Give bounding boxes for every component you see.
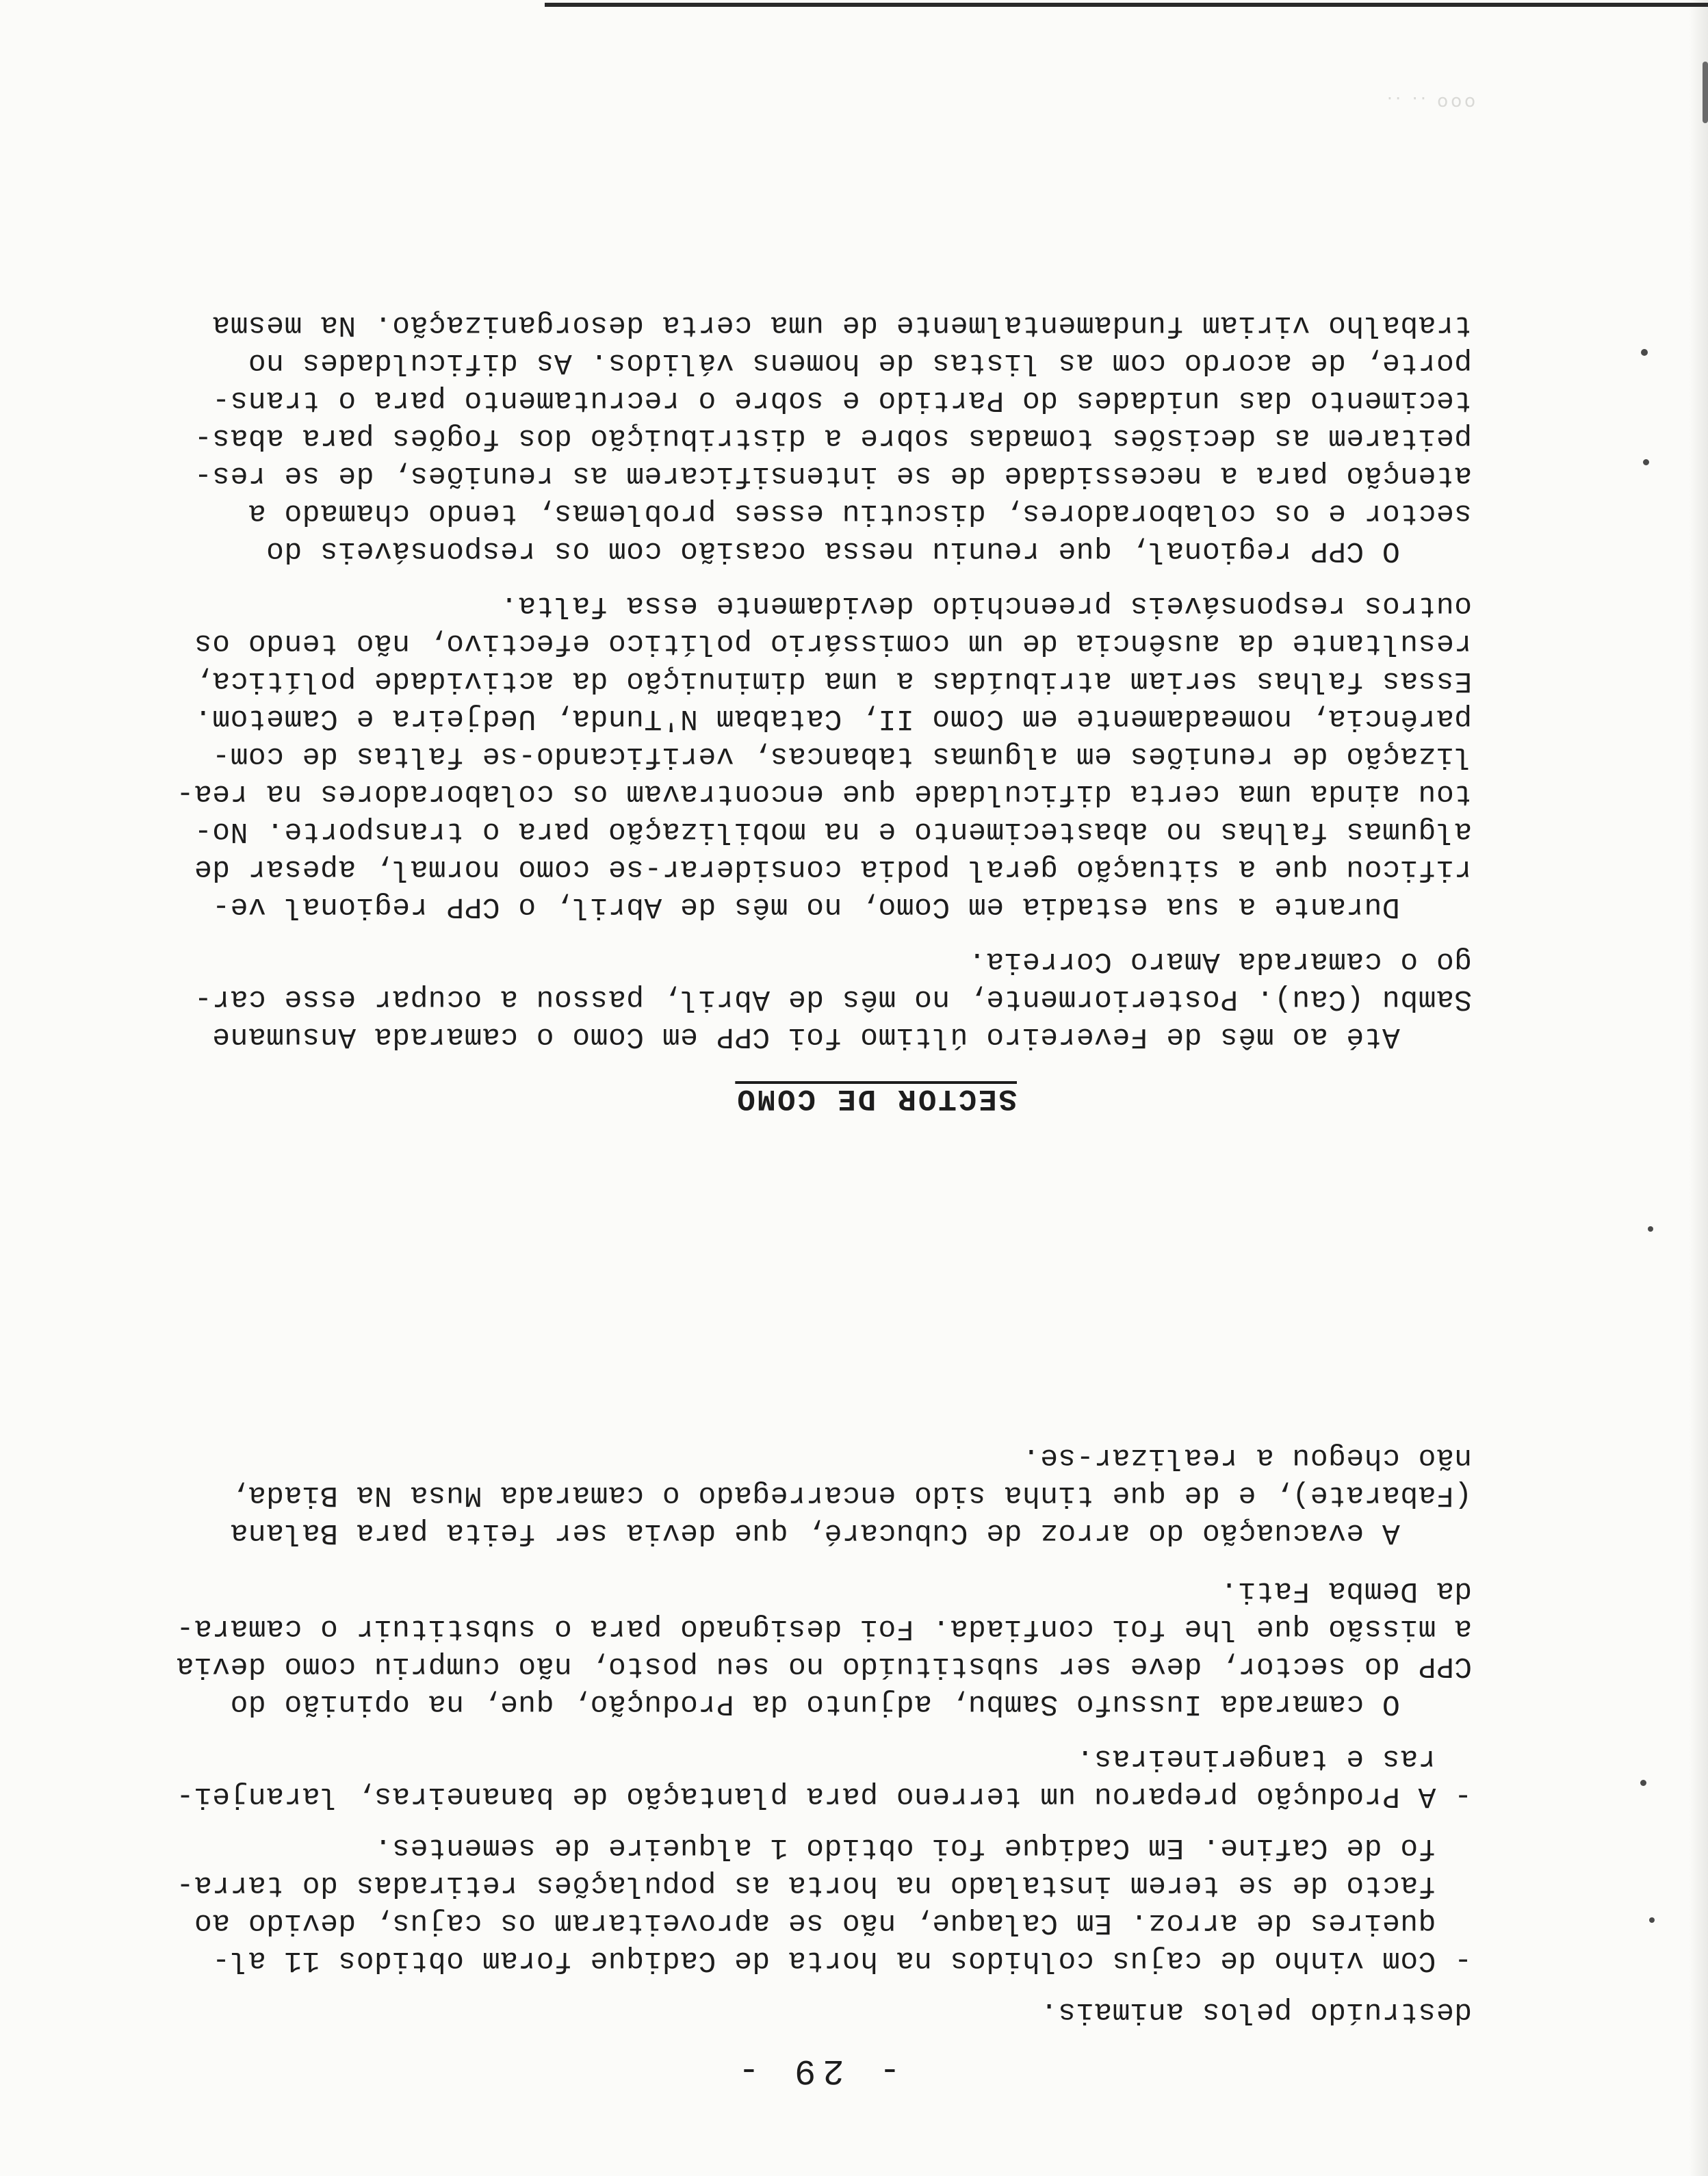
faint-stamp-text: ooo .. .. [1384, 92, 1475, 113]
margin-mark [1703, 62, 1708, 123]
text-line: Durante a sua estadia em Como, no mês de Abril, o CPP regional ve- [211, 890, 1472, 924]
text-line: fo de Cafine. Em Cadique foi obtido 1 alqueire de sementes. [374, 1831, 1472, 1865]
page-number: - 29 - [731, 2050, 901, 2090]
text-line: não chegou a realizar-se. [1022, 1441, 1472, 1475]
page-left-edge-shadow [1689, 0, 1708, 2176]
text-line: O CPP regional, que reuniu nessa ocasião com os responsáveis do [266, 534, 1472, 568]
text-line: facto de se terem instalado na horta as populações retiradas do tarra- [176, 1869, 1472, 1902]
text-line: trabalho viriam fundamentalmente de uma certa desorganização. Na mesma [211, 309, 1472, 342]
text-line: - Com vinho de cajus colhidos na horta de Cadique foram obtidos 11 al- [211, 1944, 1472, 1978]
text-line: algumas falhas no abastecimento e na mobilização para o transporte. No- [194, 815, 1472, 849]
text-line: Sambu (Cau). Posteriormente, no mês de Abril, passou a ocupar esse car- [194, 983, 1472, 1016]
text-line: (Fabarate), e de que tinha sido encarregado o camarada Musa Na Biada, [230, 1479, 1472, 1512]
margin-dot [1640, 1780, 1646, 1786]
text-line: Até ao mês de Fevereiro último foi CPP em Como o camarada Ansumane [211, 1020, 1472, 1054]
text-line: rificou que a situação geral podia considerar-se como normal, apesar de [194, 853, 1472, 886]
text-line: outros responsáveis preenchido devidamente essa falta. [500, 589, 1472, 623]
text-line: destruído pelos animais. [1039, 1995, 1472, 2029]
text-line: go o camarada Amaro Correia. [968, 945, 1472, 979]
margin-dot [1648, 1226, 1653, 1232]
text-line: queires de arroz. Em Calaque, não se aproveitaram os cajus, devido ao [194, 1906, 1472, 1940]
text-line: resultante da ausência de um comissário político efectivo, não tendo os [194, 627, 1472, 660]
section-heading: SECTOR DE COMO [735, 1081, 1017, 1115]
text-line: da Demba Fati. [1219, 1575, 1472, 1608]
text-line: sector e os colaboradores, discutiu esses problemas, tendo chamado a [248, 497, 1472, 530]
text-line: atenção para a necessidade de se intensificarem as reuniões, de se res- [194, 459, 1472, 493]
margin-dot [1641, 349, 1648, 356]
text-line: CPP do sector, deve ser substituído no seu posto, não cumpriu como devia [176, 1650, 1472, 1683]
text-line: - A Produção preparou um terreno para plantação de bananeiras, laranjei- [176, 1780, 1472, 1813]
margin-dot [1643, 459, 1649, 465]
text-line: tou ainda uma certa dificuldade que encontravam os colaboradores na rea- [176, 777, 1472, 811]
text-line: lização de reuniões em algumas tabancas, verificando-se faltas de com- [211, 740, 1472, 773]
text-line: parência, nomeadamente em Como II, Catabam N'Tunda, Uedjeira e Cametom. [194, 702, 1472, 736]
text-line: porte, de acordo com as listas de homens válidos. As dificuldades no [248, 346, 1472, 380]
page-edge-line [545, 3, 1708, 7]
text-line: O camarada Iussufo Sambu, adjunto da Produção, que, na opinião do [230, 1687, 1472, 1721]
text-line: peitarem as decisões tomadas sobre a distribuição dos fogões para abas- [194, 422, 1472, 455]
text-line: ras e tangerineiras. [1076, 1742, 1472, 1776]
text-line: Essas falhas seriam atribuídas a uma diminuição da actividade política, [194, 664, 1472, 698]
text-line: A evacuação do arroz de Cubucaré, que devia ser feita para Balana [230, 1516, 1472, 1550]
margin-dot [1649, 1917, 1655, 1923]
text-line: a missão que lhe foi confiada. Foi designado para o substituir o camara- [176, 1612, 1472, 1646]
text-line: tecimento das unidades do Partido e sobre o recrutamento para o trans- [211, 384, 1472, 417]
